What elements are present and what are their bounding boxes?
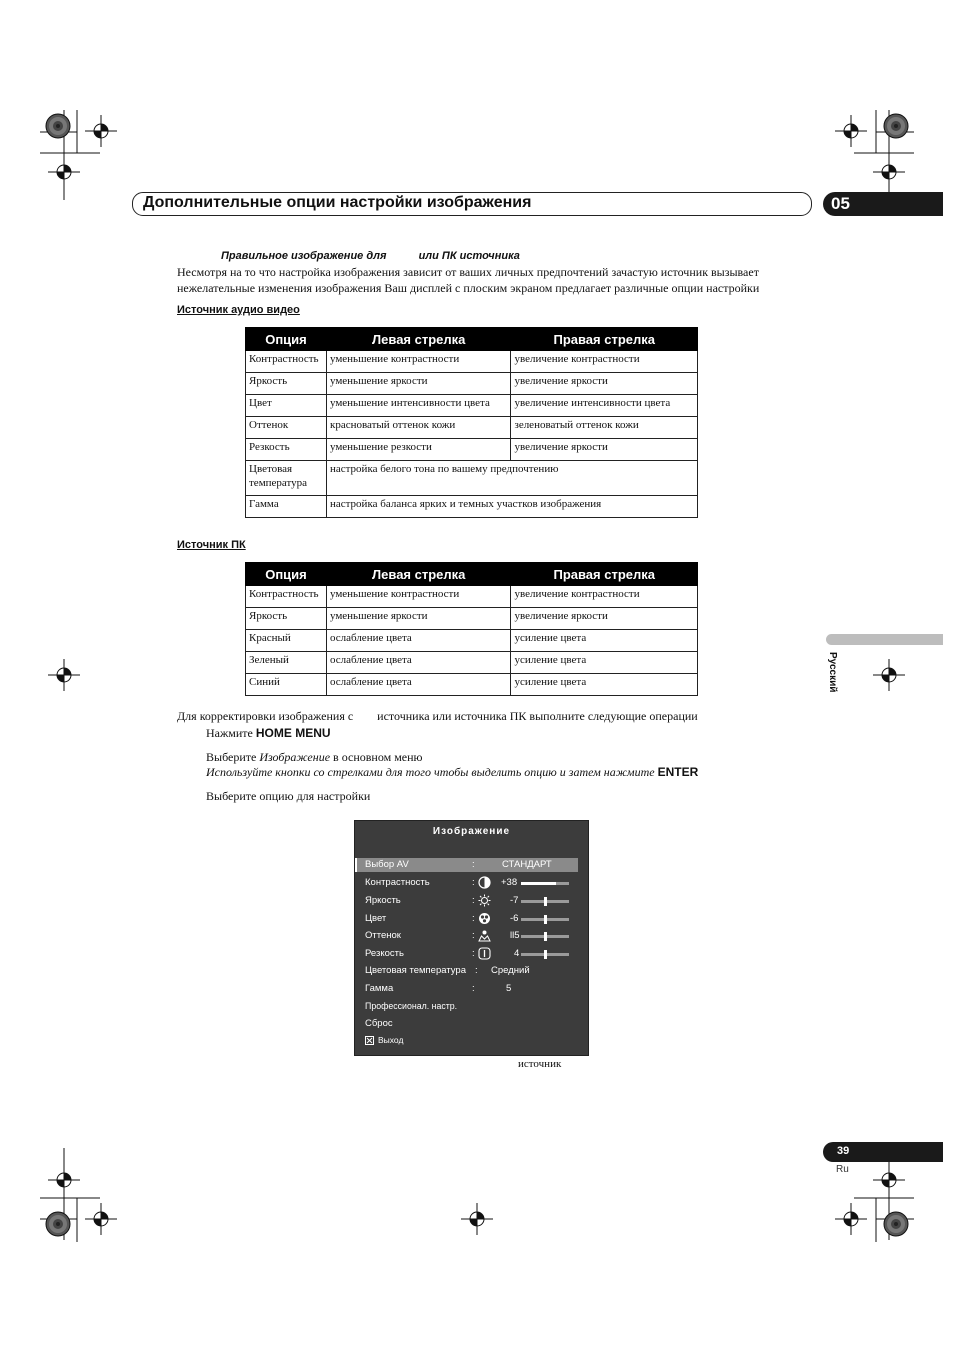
osd-row-value: ll5: [510, 930, 520, 941]
slider-fill: [521, 882, 556, 885]
page-title: Дополнительные опции настройки изображения: [143, 194, 532, 211]
intro-subheading: [221, 250, 520, 262]
table-row: [246, 586, 698, 608]
slider-knob: [544, 932, 547, 941]
pc-table-header-row: [246, 563, 698, 586]
table-row: [246, 652, 698, 674]
osd-row-label: Яркость: [365, 895, 401, 906]
osd-row-label: Оттенок: [365, 930, 401, 941]
intro-line-2: нежелательные изменения изображения Ваш дисплей с плоским экраном предлагает различные опции настройки: [177, 281, 760, 295]
table-cell: усиление цвета: [511, 652, 698, 674]
step-1-text: Нажмите: [206, 726, 256, 740]
table-cell: Резкость: [246, 439, 327, 461]
osd-colon: :: [472, 948, 475, 959]
table-row: [246, 373, 698, 395]
table-cell: уменьшение интенсивности цвета: [326, 395, 511, 417]
osd-row-contrast[interactable]: [355, 876, 588, 890]
osd-row-label: Цвет: [365, 913, 387, 924]
selection-marker: [355, 858, 357, 872]
table-cell: Синий: [246, 674, 327, 696]
table-cell: Контрастность: [246, 351, 327, 373]
tint-slider[interactable]: [521, 935, 569, 938]
osd-colon: :: [472, 983, 475, 994]
table-cell: увеличение яркости: [511, 373, 698, 395]
osd-colon: :: [472, 895, 475, 906]
table-cell: уменьшение яркости: [326, 373, 511, 395]
table-row: [246, 395, 698, 417]
table-row: [246, 417, 698, 439]
osd-row-sharpness[interactable]: [355, 947, 588, 961]
table-cell: Контрастность: [246, 586, 327, 608]
intro-subheading-part1: Правильное изображение для: [221, 250, 387, 262]
osd-row-label: Резкость: [365, 948, 404, 959]
osd-row-value: 4: [514, 948, 520, 959]
figure-caption: источник: [518, 1058, 562, 1070]
language-tab: [826, 634, 943, 645]
slider-knob: [544, 950, 547, 959]
osd-colon: :: [472, 930, 475, 941]
step-2-text-1: Выберите: [206, 750, 260, 764]
col-header-left-arrow: Левая стрелка: [326, 563, 511, 586]
step-3: Выберите опцию для настройки: [206, 789, 371, 803]
osd-row-value: -6: [510, 913, 519, 924]
table-row: [246, 674, 698, 696]
contrast-slider[interactable]: [521, 882, 569, 885]
tint-icon: [478, 929, 491, 942]
brightness-icon: [478, 894, 491, 907]
picture-menu-screenshot: [354, 820, 589, 1056]
table-cell: Яркость: [246, 608, 327, 630]
av-section-label: Источник аудио видео: [177, 304, 300, 316]
exit-label: Выход: [378, 1035, 404, 1045]
section-header: [132, 192, 812, 216]
table-cell: красноватый оттенок кожи: [326, 417, 511, 439]
table-cell: ослабление цвета: [326, 674, 511, 696]
osd-row-color[interactable]: [355, 912, 588, 926]
table-cell: уменьшение резкости: [326, 439, 511, 461]
osd-row-brightness[interactable]: [355, 894, 588, 908]
table-cell: увеличение яркости: [511, 608, 698, 630]
table-row: [246, 608, 698, 630]
pc-section-label: Источник ПК: [177, 539, 246, 551]
osd-row-value: СТАНДАРТ: [502, 859, 552, 870]
table-cell: увеличение яркости: [511, 439, 698, 461]
option-line-1: Цветовая: [249, 463, 293, 475]
osd-row-professional[interactable]: [355, 1000, 588, 1014]
osd-title: Изображение: [432, 826, 511, 837]
step-2-note: [206, 764, 698, 780]
osd-row-label: Выбор AV: [365, 859, 409, 870]
language-label: [826, 652, 840, 712]
pc-options-table: [245, 562, 698, 696]
osd-colon: :: [472, 913, 475, 924]
osd-row-tint[interactable]: [355, 929, 588, 943]
sharpness-icon: [478, 947, 491, 960]
osd-row-gamma[interactable]: [355, 982, 588, 996]
table-cell: уменьшение яркости: [326, 608, 511, 630]
table-row: [246, 351, 698, 373]
slider-knob: [544, 897, 547, 906]
table-cell: уменьшение контрастности: [326, 586, 511, 608]
table-cell: усиление цвета: [511, 630, 698, 652]
table-cell: Цвет: [246, 395, 327, 417]
chapter-badge: [823, 192, 943, 216]
steps-lead-part2: источника или источника ПК выполните следующие операции: [377, 709, 698, 723]
slider-knob: [544, 915, 547, 924]
table-cell: Оттенок: [246, 417, 327, 439]
home-menu-key: HOME MENU: [255, 726, 331, 740]
table-row: [246, 461, 698, 496]
table-cell: увеличение контрастности: [511, 586, 698, 608]
col-header-left-arrow: Левая стрелка: [326, 328, 511, 351]
col-header-option: Опция: [246, 563, 327, 586]
table-row: [246, 630, 698, 652]
osd-colon: :: [475, 965, 478, 976]
step-2-text-2: в основном меню: [330, 750, 423, 764]
table-cell: уменьшение контрастности: [326, 351, 511, 373]
contrast-icon: [478, 876, 491, 889]
table-cell: Красный: [246, 630, 327, 652]
osd-colon: :: [472, 877, 475, 888]
intro-line-1: Несмотря на то что настройка изображения зависит от ваших личных предпочтений зачастую источник вызывает: [177, 265, 759, 279]
language-text: Русский: [827, 652, 838, 693]
osd-exit[interactable]: [355, 1034, 588, 1048]
table-row: [246, 439, 698, 461]
table-cell: ослабление цвета: [326, 630, 511, 652]
brightness-slider[interactable]: [521, 900, 569, 903]
table-cell: увеличение контрастности: [511, 351, 698, 373]
enter-key: ENTER: [657, 765, 699, 779]
steps-lead-part1: Для корректировки изображения с: [177, 709, 354, 723]
col-header-right-arrow: Правая стрелка: [511, 328, 698, 351]
step-2-note-text: Используйте кнопки со стрелками для того чтобы выделить опцию и затем нажмите: [206, 765, 658, 779]
color-icon: [478, 912, 491, 925]
table-cell: ослабление цвета: [326, 652, 511, 674]
osd-row-value: +38: [501, 877, 518, 888]
av-table-header-row: [246, 328, 698, 351]
col-header-option: Опция: [246, 328, 327, 351]
option-line-2: температура: [249, 477, 308, 489]
osd-row-label: Сброс: [365, 1018, 393, 1029]
osd-row-value: -7: [510, 895, 519, 906]
osd-row-color-temperature[interactable]: [355, 964, 588, 978]
table-cell: зеленоватый оттенок кожи: [511, 417, 698, 439]
chapter-number: 05: [831, 194, 850, 213]
language-code: Ru: [836, 1164, 849, 1175]
osd-row-value: 5: [506, 983, 512, 994]
osd-row-label: Профессионал. настр.: [365, 1001, 458, 1011]
osd-row-reset[interactable]: [355, 1017, 588, 1031]
color-slider[interactable]: [521, 918, 569, 921]
step-2-menu-name: Изображение: [259, 750, 331, 764]
sharpness-slider[interactable]: [521, 953, 569, 956]
osd-colon: :: [472, 859, 475, 870]
table-cell: [246, 461, 327, 496]
step-1: [206, 725, 331, 741]
table-cell: Зеленый: [246, 652, 327, 674]
osd-row-label: Цветовая температура: [365, 965, 466, 976]
table-cell: Яркость: [246, 373, 327, 395]
table-cell: настройка белого тона по вашему предпочтению: [326, 461, 697, 496]
osd-row-label: Гамма: [365, 983, 394, 994]
osd-row-av-selection[interactable]: [357, 858, 578, 872]
table-cell: увеличение интенсивности цвета: [511, 395, 698, 417]
col-header-right-arrow: Правая стрелка: [511, 563, 698, 586]
exit-icon: [365, 1036, 374, 1045]
osd-row-label: Контрастность: [365, 877, 430, 888]
step-2: [206, 749, 423, 765]
table-cell: Гамма: [246, 496, 327, 518]
page-number: 39: [837, 1145, 850, 1157]
table-cell: настройка баланса ярких и темных участков изображения: [326, 496, 697, 518]
page-number-badge: [823, 1142, 943, 1162]
intro-subheading-part2: или ПК источника: [418, 250, 520, 262]
av-options-table: [245, 327, 698, 518]
table-row: [246, 496, 698, 518]
osd-row-value: Средний: [491, 965, 530, 976]
table-cell: усиление цвета: [511, 674, 698, 696]
steps-lead: [177, 708, 698, 724]
